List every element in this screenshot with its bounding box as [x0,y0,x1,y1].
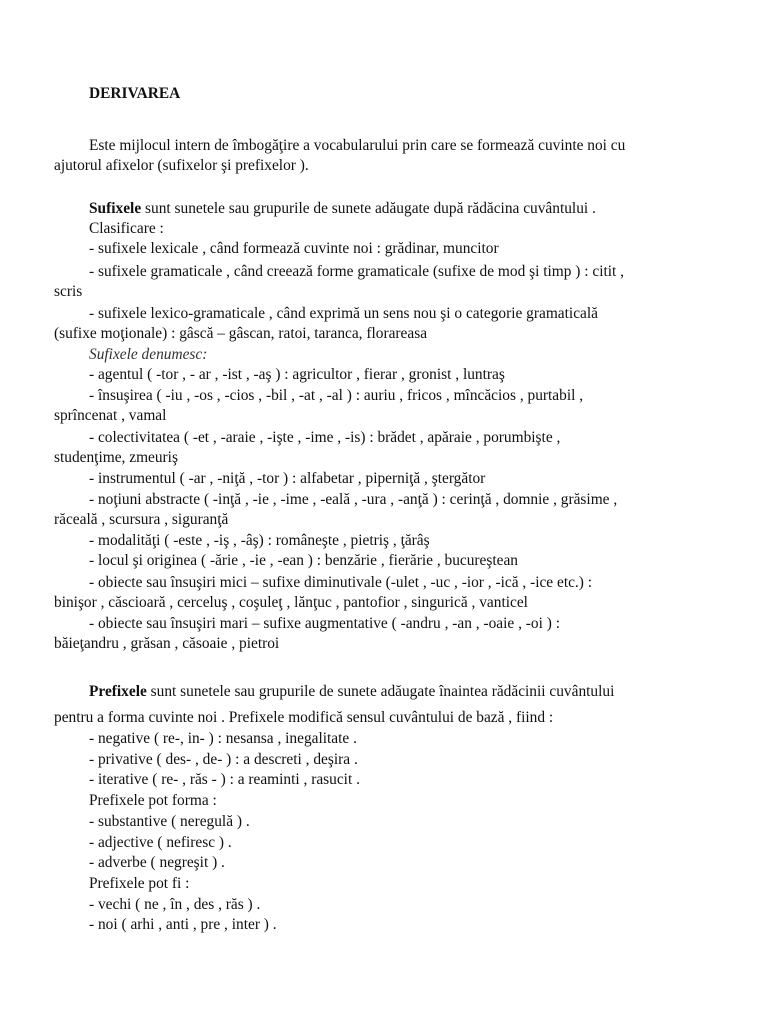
list-item-continuation: scris [54,283,83,300]
list-item: - negative ( re-, in- ) : nesansa , inegalitate . [89,730,357,747]
list-item: - noţiuni abstracte ( -inţă , -ie , -ime , -eală , -ura , -anţă ) : cerinţă , domnie , grăsime , [89,491,618,508]
list-item: - agentul ( -tor , - ar , -ist , -aş ) : agricultor , fierar , gronist , luntraş [89,366,505,383]
intro-line-1: Este mijlocul intern de îmbogăţire a vocabularului prin care se formează cuvinte noi cu [89,137,626,154]
list-item-continuation: binişor , căscioară , cerceluş , coşuleţ , lănţuc , pantofior , singurică , vanticel [54,594,528,611]
list-item: - instrumentul ( -ar , -niţă , -tor ) : alfabetar , piperniţă , ştergător [89,470,486,487]
list-item: - colectivitatea ( -et , -araie , -işte , -ime , -is) : brădet , apăraie , porumbişte , [89,429,561,446]
list-item: - vechi ( ne , în , des , răs ) . [89,896,261,913]
pot-forma-label: Prefixele pot forma : [89,792,217,809]
pot-fi-label: Prefixele pot fi : [89,875,190,892]
list-item-continuation: sprîncenat , vamal [54,407,167,424]
list-item: - sufixele gramaticale , când creează forme gramaticale (sufixe de mod şi timp ) : citit , [89,263,625,280]
list-item-continuation: răceală , scursura , siguranţă [54,511,229,528]
sufixe-term: Sufixele [89,200,142,217]
list-item: - noi ( arhi , anti , pre , inter ) . [89,916,277,933]
list-item: - locul şi originea ( -ărie , -ie , -ean ) : benzărie , fierărie , bucureştean [89,552,519,569]
list-item: - sufixele lexico-gramaticale , când exprimă un sens nou şi o categorie gramaticală [89,305,598,322]
prefixe-definition-continuation: pentru a forma cuvinte noi . Prefixele modifică sensul cuvântului de bază , fiind : [54,709,554,726]
list-item-continuation: băieţandru , grăsan , căsoaie , pietroi [54,635,280,652]
list-item: - sufixele lexicale , când formează cuvinte noi : grădinar, muncitor [89,240,499,257]
sufixe-definition: Sufixele sunt sunetele sau grupurile de sunete adăugate după rădăcina cuvântului . [89,200,596,217]
page-title: DERIVAREA [89,85,181,102]
list-item-continuation: (sufixe moţionale) : gâscă – gâscan, ratoi, taranca, florareasa [54,325,428,342]
list-item: - modalităţi ( -este , -iş , -âş) : româneşte , pietriş , ţărâş [89,532,430,549]
list-item: - însuşirea ( -iu , -os , -cios , -bil , -at , -al ) : auriu , fricos , mîncăcios , purtabil , [89,387,584,404]
prefixe-definition: Prefixele sunt sunetele sau grupurile de sunete adăugate înaintea rădăcinii cuvântului [89,683,615,700]
list-item: - adverbe ( negreşit ) . [89,854,225,871]
list-item: - obiecte sau însuşiri mici – sufixe diminutivale (-ulet , -uc , -ior , -ică , -ice etc.) : [89,574,593,591]
list-item: - substantive ( neregulă ) . [89,813,250,830]
prefixe-term: Prefixele [89,683,147,700]
list-item: - iterative ( re- , răs - ) : a reaminti , rasucit . [89,771,360,788]
denumesc-label: Sufixele denumesc: [89,346,208,363]
list-item: - obiecte sau însuşiri mari – sufixe augmentative ( -andru , -an , -oaie , -oi ) : [89,615,560,632]
list-item-continuation: studenţime, zmeuriş [54,449,178,466]
list-item: - adjective ( nefiresc ) . [89,834,232,851]
list-item: - privative ( des- , de- ) : a descreti , deşira . [89,751,358,768]
clasificare-label: Clasificare : [89,220,164,237]
intro-line-2: ajutorul afixelor (sufixelor şi prefixelor ). [54,157,309,174]
